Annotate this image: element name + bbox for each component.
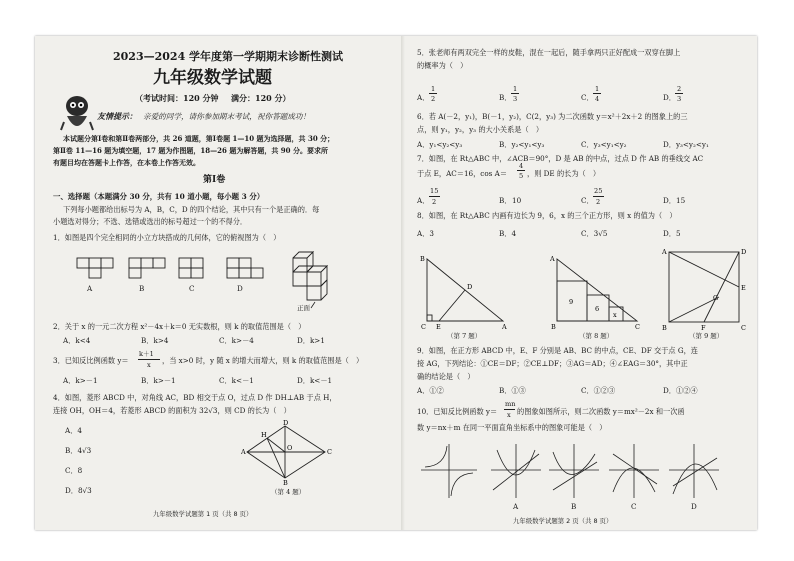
question-4-line-1: 4．如图，菱形 ABCD 中，对角线 AC，BD 相交于点 O，过点 D 作 DH⊥AB 于点 H，	[53, 393, 337, 402]
q7-option-c-prefix: C．	[581, 196, 594, 205]
intro-line-3: 有题目均在答题卡上作答，在本卷上作答无效。	[53, 158, 200, 167]
page-fold	[401, 36, 405, 530]
q5-option-d-den: 3	[677, 95, 682, 103]
question-6-line-1: 6．若 A(－2，y₁)，B(－1，y₂)，C(2，y₃) 为二次函数 y＝x²＋2x＋2 的图象上的三	[417, 112, 688, 121]
fig8-point-b: B	[551, 323, 556, 331]
q1-label-d: D	[237, 284, 243, 293]
q9-option-b: B．①③	[499, 386, 526, 395]
q4-point-h: H	[261, 431, 267, 439]
q5-option-b-prefix: B．	[499, 93, 512, 102]
q1-front-label: 正面	[297, 304, 310, 312]
fig7-point-b: B	[420, 255, 425, 263]
section-desc-1: 下列每小题都给出标号为 A，B，C，D 的四个结论，其中只有一个是正确的．每	[63, 205, 320, 214]
q4-point-c: C	[327, 448, 332, 456]
figure-9-caption: （第 9 题）	[689, 332, 724, 340]
question-2-text: 2．关于 x 的一元二次方程 x²－4x＋k＝0 无实数根，则 k 的取值范围是（ ）	[53, 322, 306, 331]
q5-option-d-prefix: D．	[663, 93, 676, 102]
q5-option-b-bar	[511, 93, 519, 94]
q10-fraction-num: mn	[505, 400, 516, 408]
q6-option-b: B．y₂<y₁<y₃	[499, 140, 545, 149]
q7-option-a-bar	[429, 196, 440, 197]
q5-option-a-bar	[429, 93, 437, 94]
right-page-footer: 九年级数学试题第 2 页（共 8 页）	[513, 517, 613, 525]
q7-cos-num: 4	[519, 162, 524, 170]
question-1-text: 1．如图是四个完全相同的小立方块搭成的几何体，它的俯视图为（ ）	[53, 233, 281, 242]
q3-fraction-bar	[138, 359, 160, 360]
q2-option-b: B．k>4	[141, 336, 169, 345]
q5-option-c-bar	[593, 93, 601, 94]
left-page	[35, 36, 400, 530]
q9-option-c: C．①②③	[581, 386, 616, 395]
question-3-suffix: ，当 x>0 时，y 随 x 的增大而增大，则 k 的取值范围是（ ）	[162, 356, 364, 365]
q5-option-a-den: 2	[431, 95, 436, 103]
question-5-line-1: 5．张老师有两双完全一样的皮鞋，混在一起后，随手拿两只正好配成一双穿在脚上	[417, 48, 681, 57]
q3-option-c: C．k<－1	[219, 376, 254, 385]
q7-option-c-den: 2	[596, 198, 601, 206]
q8-option-c: C．3√5	[581, 229, 608, 238]
q4-option-a: A．4	[65, 426, 82, 435]
q7-option-b: 10	[512, 196, 522, 205]
q4-point-o: O	[287, 444, 293, 452]
q3-option-b: B．k>－1	[141, 376, 176, 385]
question-9-line-3: 确的结论是（ ）	[417, 372, 475, 381]
q1-label-b: B	[139, 284, 145, 293]
figure-8-squares	[547, 251, 647, 331]
intro-line-1: 本试题分第Ⅰ卷和第Ⅱ卷两部分，共 26 道题，第Ⅰ卷题 1—10 题为选择题，共 30 分；	[63, 134, 335, 143]
tip-text: 亲爱的同学，请你参加期末考试，祝你答题成功！	[143, 112, 311, 121]
volume-title: 第Ⅰ卷	[203, 175, 226, 185]
q10-fraction-den: x	[507, 411, 511, 419]
fig9-point-g: G	[713, 294, 719, 302]
intro-line-2: 第Ⅱ卷 11—16 题为填空题，17 题为作图题，18—26 题为解答题，共 90 分。要求所	[53, 146, 328, 155]
fig8-square-9: 9	[569, 298, 574, 306]
q9-option-a: A．①②	[417, 386, 444, 395]
question-10-graphs	[417, 440, 737, 502]
q4-figure-caption: （第 4 题）	[271, 488, 306, 496]
fig8-square-x: x	[613, 311, 617, 319]
question-10-suffix: 的图象如图所示，则二次函数 y＝mx²－2x 和一次函	[517, 407, 685, 416]
fig7-point-a: A	[502, 323, 507, 331]
q8-option-a: A．3	[417, 229, 434, 238]
q5-option-c-prefix: C．	[581, 93, 594, 102]
fig8-point-c: C	[635, 323, 640, 331]
q7-option-a-den: 2	[432, 198, 437, 206]
q3-option-d: D．k<－1	[297, 376, 333, 385]
question-10-line-2: 数 y＝nx＋m 在同一平面直角坐标系中的图象可能是（ ）	[417, 423, 607, 432]
q10-label-c: C	[631, 502, 637, 511]
exam-time: （考试时间：120 分钟	[135, 93, 219, 103]
q4-option-c: C．8	[65, 466, 83, 475]
q9-option-d: D．①②④	[663, 386, 698, 395]
question-8-text: 8．如图，在 Rt△ABC 内画有边长为 9，6，x 的三个正方形，则 x 的值为（ ）	[417, 211, 677, 220]
q10-label-d: D	[691, 502, 697, 511]
exam-title: 九年级数学试题	[153, 68, 272, 88]
q1-label-c: C	[189, 284, 195, 293]
q7-option-c-num: 25	[594, 187, 603, 195]
right-page	[407, 36, 757, 530]
q5-option-d-num: 2	[677, 85, 682, 93]
fig8-point-a: A	[550, 255, 555, 263]
exam-sheet	[35, 36, 757, 530]
question-9-line-2: 接 AG，下列结论：①CE＝DF；②CE⊥DF；③AG＝AD；④∠EAG＝30°，其中正	[417, 359, 688, 368]
q1-label-a: A	[87, 284, 93, 293]
q5-option-c-num: 1	[595, 85, 600, 93]
q7-option-b-prefix: B．	[499, 196, 512, 205]
q8-option-b: B．4	[499, 229, 517, 238]
mascot-cartoon-icon	[59, 92, 95, 134]
q2-option-c: C．k>－4	[219, 336, 254, 345]
question-7-line-1: 7．如图，在 Rt△ABC 中，∠ACB＝90°，D 是 AB 的中点，过点 D 作 AB 的垂线交 AC	[417, 154, 704, 163]
section-desc-2: 小题选对得分；不选、选错或选出的标号超过一个的不得分．	[53, 217, 248, 226]
question-4-rhombus-figure	[241, 420, 337, 486]
question-6-line-2: 点，则 y₁，y₂，y₃ 的大小关系是（ ）	[417, 125, 544, 134]
q6-option-a: A．y₁<y₂<y₃	[417, 140, 463, 149]
q6-option-d: D．y₃<y₂<y₁	[663, 140, 709, 149]
fig9-point-c: C	[741, 324, 746, 332]
q4-point-d: D	[283, 420, 289, 427]
q4-option-b: B．4√3	[65, 446, 92, 455]
fig7-point-d: D	[467, 283, 473, 291]
tip-label: 友情提示：	[97, 111, 137, 121]
question-4-line-2: 连接 OH，OH＝4，若菱形 ABCD 的面积为 32√3，则 CD 的长为（ ）	[53, 406, 291, 415]
q7-option-d: 15	[676, 196, 686, 205]
q4-option-d: D．8√3	[65, 486, 92, 495]
section-title: 一、选择题（本题满分 30 分，共有 10 道小题，每小题 3 分）	[53, 192, 265, 201]
exam-header-line: 2023—2024 学年度第一学期期末诊断性测试	[113, 50, 344, 63]
question-10-prefix: 10．已知反比例函数 y＝	[417, 407, 498, 416]
q7-option-d-prefix: D．	[663, 196, 676, 205]
left-page-footer: 九年级数学试题第 1 页（共 8 页）	[153, 510, 253, 518]
question-7-suffix: ，则 DE 的长为（ ）	[527, 169, 601, 178]
fig7-point-c: C	[421, 323, 426, 331]
q10-fraction-bar	[504, 409, 515, 410]
q2-option-a: A．k<4	[63, 336, 91, 345]
q4-point-a: A	[241, 448, 246, 456]
fig8-square-6: 6	[595, 305, 600, 313]
figure-7-triangle	[417, 251, 517, 331]
q7-cos-den: 5	[519, 172, 524, 180]
fig9-point-a: A	[662, 248, 667, 256]
figure-7-caption: （第 7 题）	[447, 332, 482, 340]
question-5-line-2: 的概率为（ ）	[417, 61, 468, 70]
fig9-point-d: D	[741, 248, 747, 256]
q6-option-c: C．y₃<y₁<y₂	[581, 140, 627, 149]
q10-label-b: B	[571, 502, 577, 511]
q3-fraction-denominator: x	[147, 361, 151, 369]
q5-option-d-bar	[675, 93, 683, 94]
q4-point-b: B	[283, 479, 288, 486]
fig9-point-b: B	[662, 324, 667, 332]
figure-8-caption: （第 8 题）	[579, 332, 614, 340]
q5-option-a-prefix: A．	[417, 93, 430, 102]
fig7-point-e: E	[436, 323, 441, 331]
fig9-point-f: F	[701, 324, 706, 332]
q5-option-c-den: 4	[595, 95, 600, 103]
q2-option-d: D．k>1	[297, 336, 325, 345]
q3-option-a: A．k>－1	[63, 376, 98, 385]
q10-label-a: A	[513, 502, 519, 511]
question-9-line-1: 9．如图，在正方形 ABCD 中，E、F 分别是 AB、BC 的中点，CE、DF 交于点 G，连	[417, 346, 698, 355]
question-7-prefix: 于点 E，AC＝16，cos A＝	[417, 169, 508, 178]
q8-option-d: D．5	[663, 229, 681, 238]
q5-option-a-num: 1	[431, 85, 436, 93]
question-3-prefix: 3．已知反比例函数 y＝	[53, 356, 129, 365]
exam-score: 满分：120 分）	[231, 93, 291, 103]
q7-option-c-bar	[593, 196, 604, 197]
figure-9-square	[661, 246, 747, 332]
q7-option-a-prefix: A．	[417, 196, 430, 205]
q5-option-b-num: 1	[513, 85, 518, 93]
q7-option-a-num: 15	[430, 187, 439, 195]
q3-fraction-numerator: k＋1	[139, 350, 154, 358]
fig9-point-e: E	[741, 284, 746, 292]
q5-option-b-den: 3	[513, 95, 518, 103]
q7-cos-bar	[517, 170, 525, 171]
question-1-figures	[71, 250, 361, 316]
